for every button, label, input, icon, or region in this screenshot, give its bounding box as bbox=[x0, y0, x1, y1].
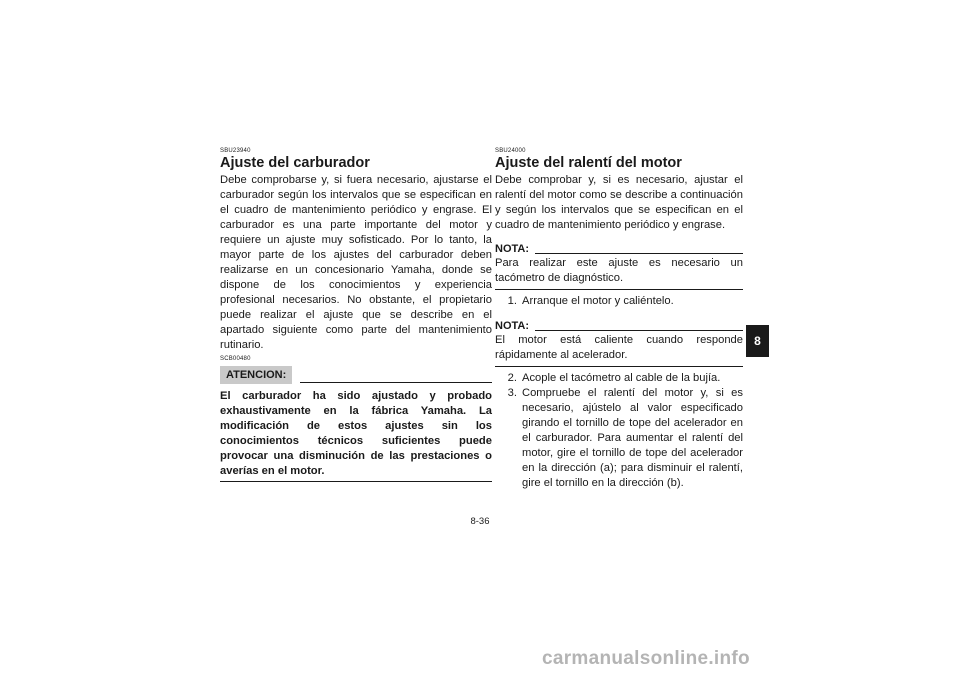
section-title-carburetor: Ajuste del carburador bbox=[220, 155, 370, 171]
step-number: 2. bbox=[507, 372, 517, 384]
warning-code: SCB00480 bbox=[220, 356, 251, 362]
idle-body-text: Debe comprobar y, si es necesario, ajustar el ralentí del motor como se describe a continuación y según los intervalos que se especifican en el cuadro de mantenimiento periódico y engrase. bbox=[495, 174, 743, 231]
chapter-tab: 8 bbox=[746, 325, 769, 357]
right-column bbox=[495, 148, 743, 491]
left-column bbox=[220, 148, 492, 482]
note-rule bbox=[535, 330, 743, 331]
note-label: NOTA: bbox=[495, 243, 530, 255]
step-number: 3. bbox=[507, 387, 517, 399]
step-text: Acople el tacómetro al cable de la bujía. bbox=[522, 372, 721, 384]
section-code: SBU24000 bbox=[495, 148, 526, 154]
step-text: Compruebe el ralentí del motor y, si es necesario, ajústelo al valor especificado girando el tornillo de tope del acelerador en el carburador. Para aumentar el ralentí del motor, gire el tornillo de tope del acelerador en la dirección (a); para disminuir el ralentí, gire el tornillo en la dirección (b). bbox=[522, 387, 743, 489]
step-text: Arranque el motor y caliéntelo. bbox=[522, 295, 674, 307]
steps-list-1 bbox=[495, 294, 743, 309]
warning-header bbox=[220, 365, 492, 384]
carburetor-body-text: Debe comprobarse y, si fuera necesario, ajustarse el carburador según los intervalos que se especifican en el cuadro de mantenimiento periódico y engrase. El carburador es una parte importante del motor y requiere un ajuste muy sofisticado. Por lo tanto, la mayor parte de los ajustes del carburador deben realizarse en un concesionario Yamaha, donde se dispone de los conocimientos y experiencia profesional necesarios. No obstante, el propietario puede realizar el ajuste que se describe en el apartado siguiente como parte del mantenimiento rutinario. bbox=[220, 174, 492, 351]
note-header bbox=[495, 243, 743, 256]
list-item bbox=[495, 294, 743, 309]
page-number: 8-36 bbox=[470, 516, 490, 527]
warning-text: El carburador ha sido ajustado y probado exhaustivamente en la fábrica Yamaha. La modificación de estos ajustes sin los conocimientos técnicos suficientes puede provocar una disminución de las prestaciones o averías en el motor. bbox=[220, 390, 492, 477]
watermark: carmanualsonline.info bbox=[542, 648, 750, 669]
note-end-rule bbox=[495, 289, 743, 290]
list-item bbox=[495, 386, 743, 491]
note-text: El motor está caliente cuando responde rápidamente al acelerador. bbox=[495, 334, 743, 361]
steps-list-2 bbox=[495, 371, 743, 491]
note-text: Para realizar este ajuste es necesario un tacómetro de diagnóstico. bbox=[495, 257, 743, 284]
section-title-idle: Ajuste del ralentí del motor bbox=[495, 155, 682, 171]
section-code: SBU23940 bbox=[220, 148, 251, 154]
list-item bbox=[495, 371, 743, 386]
note-rule bbox=[535, 253, 743, 254]
warning-end-rule bbox=[220, 481, 492, 482]
note-label: NOTA: bbox=[495, 320, 530, 332]
warning-label: ATENCION: bbox=[220, 366, 292, 384]
step-number: 1. bbox=[507, 295, 517, 307]
note-end-rule bbox=[495, 366, 743, 367]
warning-rule bbox=[300, 382, 492, 383]
note-header bbox=[495, 320, 743, 333]
